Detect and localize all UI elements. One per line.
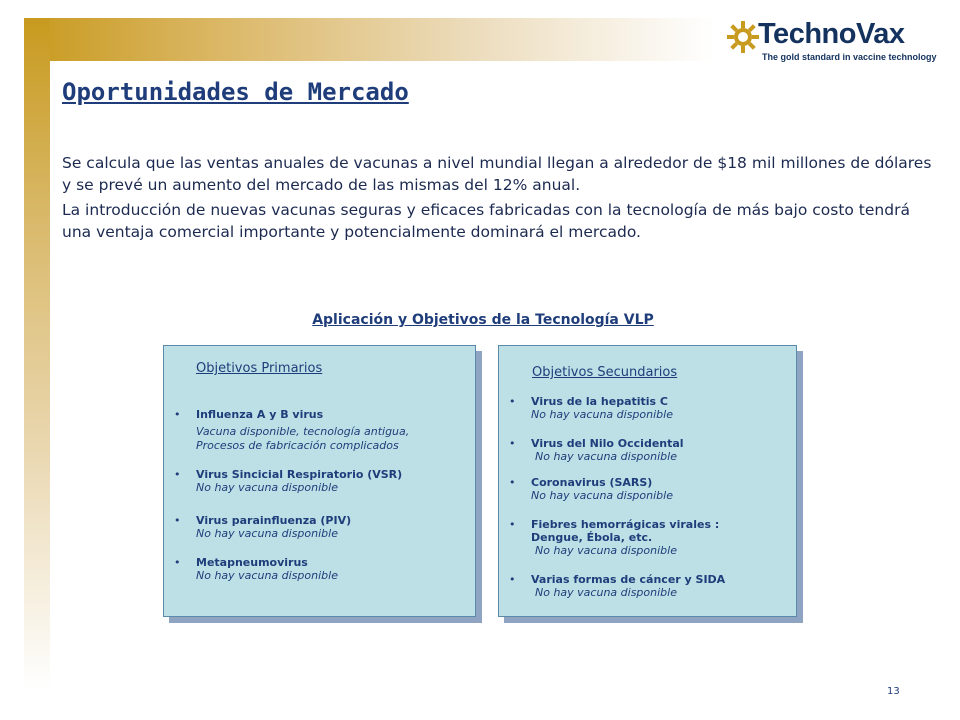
item-name: Influenza A y B virus: [196, 408, 324, 421]
item-name: Virus de la hepatitis C: [531, 395, 669, 408]
item-note: Vacuna disponible, tecnología antigua,: [196, 425, 410, 438]
item-name: Virus Sincicial Respiratorio (VSR): [196, 468, 403, 481]
paragraph-new-vaccines: La introducción de nuevas vacunas seguras y eficaces fabricadas con la tecnología de más bajo costo tendrá una ventaja comercial importante y potencialmente dominará el mercado.: [62, 201, 910, 241]
gear-icon: [726, 20, 760, 54]
bullet-icon: •: [509, 518, 516, 531]
logo-tagline: The gold standard in vaccine technology: [762, 52, 937, 62]
secondary-objectives-title: Objetivos Secundarios: [532, 365, 678, 380]
primary-objectives-card: [163, 345, 476, 617]
item-name: Coronavirus (SARS): [531, 476, 653, 489]
item-note: No hay vacuna disponible: [196, 481, 338, 494]
bullet-icon: •: [174, 408, 181, 421]
bullet-icon: •: [509, 573, 516, 586]
item-note: No hay vacuna disponible: [196, 569, 338, 582]
paragraph-market-size: Se calcula que las ventas anuales de vacunas a nivel mundial llegan a alrededor de $18 mil millones de dólares y se prevé un aumento del mercado de las mismas del 12% anual.: [62, 154, 932, 194]
page-title: Oportunidades de Mercado: [62, 78, 409, 106]
item-name: Fiebres hemorrágicas virales :: [531, 518, 720, 531]
item-note: No hay vacuna disponible: [535, 450, 677, 463]
bullet-icon: •: [174, 514, 181, 527]
bullet-icon: •: [509, 476, 516, 489]
item-note: No hay vacuna disponible: [535, 586, 677, 599]
primary-objectives-title: Objetivos Primarios: [196, 361, 323, 376]
item-note: No hay vacuna disponible: [535, 544, 677, 557]
item-note: No hay vacuna disponible: [531, 489, 673, 502]
section-title: Aplicación y Objetivos de la Tecnología VLP: [312, 312, 654, 328]
left-gold-band: [24, 18, 50, 690]
bullet-icon: •: [174, 556, 181, 569]
page-number: 13: [887, 686, 900, 697]
item-note: No hay vacuna disponible: [531, 408, 673, 421]
top-gold-band: [24, 18, 714, 61]
item-note: No hay vacuna disponible: [196, 527, 338, 540]
item-name: Virus parainfluenza (PIV): [196, 514, 352, 527]
logo-name: TechnoVax: [758, 18, 905, 50]
item-name: Metapneumovirus: [196, 556, 308, 569]
item-name: Varias formas de cáncer y SIDA: [531, 573, 726, 586]
bullet-icon: •: [174, 468, 181, 481]
item-note: Procesos de fabricación complicados: [196, 439, 399, 452]
bullet-icon: •: [509, 437, 516, 450]
technovax-logo: [726, 18, 936, 62]
secondary-objectives-card: [498, 345, 797, 617]
item-name-line-2: Dengue, Ébola, etc.: [531, 531, 653, 544]
bullet-icon: •: [509, 395, 516, 408]
item-name: Virus del Nilo Occidental: [531, 437, 684, 450]
